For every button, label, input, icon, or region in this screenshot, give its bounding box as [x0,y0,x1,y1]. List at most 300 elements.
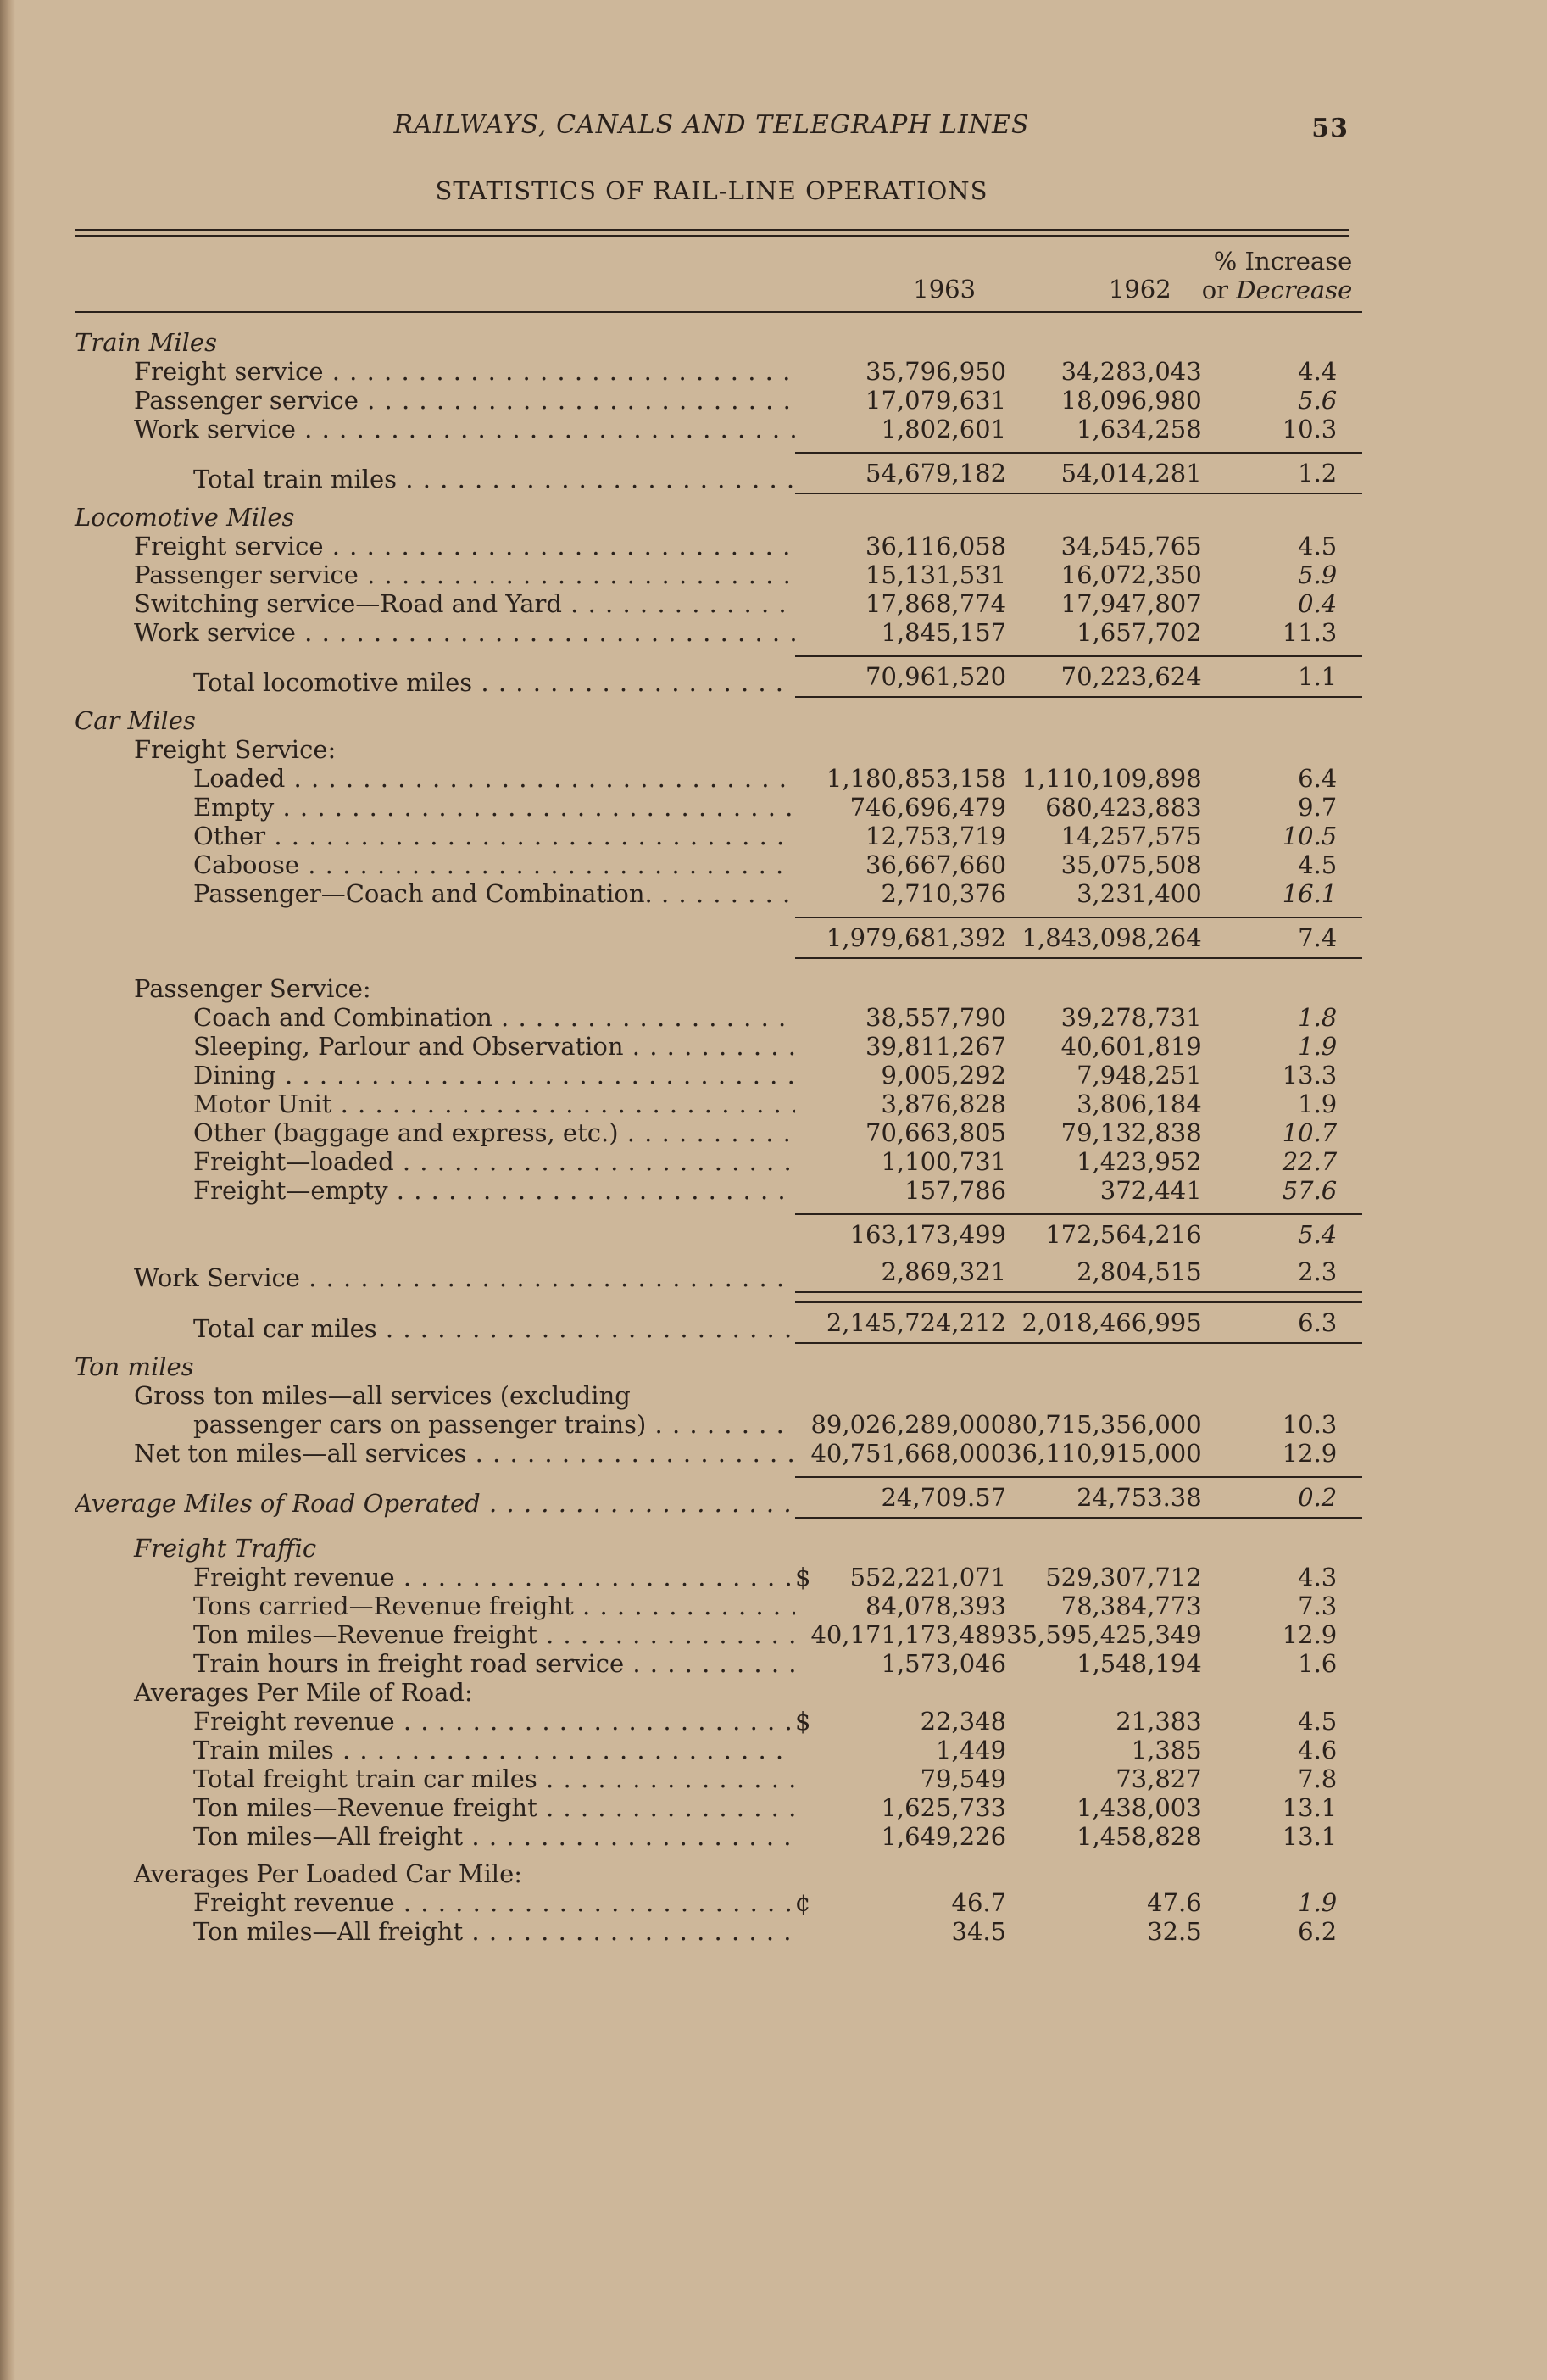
value-1962: 47.6 [1147,1888,1202,1917]
value-1963: 70,663,805 [865,1118,1007,1147]
row-label-value: Freight—loaded [193,1147,394,1176]
value-1963: 35,796,950 [865,357,1007,386]
value-1962: 3,806,184 [1077,1090,1202,1118]
value-1962: 680,423,883 [1045,793,1202,822]
value-1963: 552,221,071 [849,1563,1007,1591]
section-heading: Passenger Service: [134,974,371,1003]
table-row [75,1439,1362,1468]
row-label-text [193,1032,795,1061]
value-1963: 22,348 [920,1707,1007,1736]
spacer-row [75,1851,1362,1859]
currency-blank [795,1410,810,1439]
row-label [75,850,795,879]
value-1962: 3,231,400 [1077,879,1202,908]
average-road-label-value: Average Miles of Road Operated [75,1489,481,1518]
total-label [75,917,795,958]
row-label-value: Work Service [134,1263,300,1292]
total-percent: 7.4 [1202,917,1363,958]
value-1963: 15,131,531 [865,560,1007,589]
row-label-text [193,1410,795,1439]
row-label-text [193,1917,795,1946]
value-1962: 21,383 [1116,1707,1202,1736]
percent-header-or: or [1201,276,1237,304]
total-1962: 70,223,624 [1006,656,1202,697]
row-label [75,560,795,589]
table-row [75,532,1362,560]
currency-symbol [795,793,810,822]
row-label-text [193,850,795,879]
value-1963: 1,573,046 [881,1649,1007,1678]
spacer-cell [75,443,1362,453]
row-label [75,1003,795,1032]
table-row [75,1888,1362,1917]
row-label-value: Passenger service [134,386,359,415]
total-percent: 1.1 [1202,656,1363,697]
value-1962: 80,715,356,000 [1006,1410,1202,1439]
total-row [75,656,1362,697]
currency-symbol: $ [795,1707,811,1736]
row-label-value: Loaded [193,764,286,793]
row-label-text [134,589,795,618]
spacer-cell [75,697,1362,706]
spacer-cell [75,1292,1362,1302]
value-1962: 40,601,819 [1060,1032,1202,1061]
value-1963: 9,005,292 [881,1061,1007,1090]
value-1963: 39,811,267 [865,1032,1007,1061]
section-heading: Ton miles [75,1352,194,1381]
total-row [75,1477,1362,1518]
currency-symbol [795,415,810,443]
percent-change: 1.6 [1298,1649,1338,1678]
value-1962: 1,110,109,898 [1021,764,1202,793]
row-label-value: Empty [193,793,275,822]
row-label-text [193,822,795,850]
row-label-value: Freight service [134,532,324,560]
value-1963: 17,868,774 [865,589,1007,618]
table-row [75,1591,1362,1620]
currency-symbol [795,1620,810,1649]
row-label-value: Other (baggage and express, etc.) [193,1118,619,1147]
total-label [75,1214,795,1249]
percent-change: 4.5 [1298,532,1338,560]
percent-change: 13.3 [1282,1061,1338,1090]
row-label-text [193,1764,795,1793]
column-header-1963: 1963 [810,237,1006,312]
currency-symbol [795,1003,810,1032]
row-label-value: Tons carried—Revenue freight [193,1591,574,1620]
percent-change: 57.6 [1282,1176,1338,1205]
percent-change: 10.3 [1282,1410,1338,1439]
total-row [75,917,1362,958]
row-label-text [193,1176,795,1205]
section-heading-row [75,1352,1362,1381]
value-1963: 84,078,393 [865,1591,1007,1620]
table-row [75,850,1362,879]
percent-change: 5.9 [1298,560,1338,589]
row-label-value: Ton miles—All freight [193,1917,464,1946]
total-1963: 24,709.57 [810,1477,1006,1518]
percent-change: 0.4 [1298,589,1338,618]
currency-symbol [795,1591,810,1620]
table-row [75,1090,1362,1118]
total-1963: 2,145,724,212 [810,1302,1006,1343]
spacer-row [75,493,1362,503]
row-label-value: Freight—empty [193,1176,388,1205]
row-label-text [193,1118,795,1147]
row-label-value: Sleeping, Parlour and Observation [193,1032,624,1061]
spacer-cell [75,493,1362,503]
section-heading: Train Miles [75,328,217,357]
currency-symbol [795,1032,810,1061]
value-1962: 34,283,043 [1060,357,1202,386]
value-1963: 46.7 [951,1888,1007,1917]
row-label [75,822,795,850]
row-label-text [193,1563,795,1591]
row-label-value: Passenger service [134,560,359,589]
spacer-cell [75,1468,1362,1477]
value-1962: 1,657,702 [1077,618,1202,647]
spacer-cell [75,1249,1362,1257]
table-body [75,312,1362,1946]
percent-change: 4.5 [1298,1707,1338,1736]
spacer-cell [75,647,1362,656]
percent-change: 1.9 [1298,1888,1338,1917]
total-percent: 0.2 [1202,1477,1363,1518]
currency-symbol [795,850,810,879]
row-label-text [193,1591,795,1620]
total-1962: 54,014,281 [1006,453,1202,493]
total-1962: 24,753.38 [1006,1477,1202,1518]
page-number: 53 [1311,114,1349,143]
row-label-text [193,1707,795,1736]
percent-change: 11.3 [1282,618,1338,647]
currency-symbol [795,1822,810,1851]
table-row [75,357,1362,386]
currency-symbol: ¢ [795,1888,811,1917]
row-label [75,1061,795,1090]
total-row [75,453,1362,493]
currency-blank [795,453,810,493]
table-row [75,1822,1362,1851]
value-1962: 1,385 [1131,1736,1202,1764]
running-title: RAILWAYS, CANALS AND TELEGRAPH LINES [393,110,1030,140]
value-1963: 3,876,828 [881,1090,1007,1118]
spacer-cell [75,1343,1362,1352]
currency-symbol [795,822,810,850]
total-1962: 172,564,216 [1006,1214,1202,1249]
percent-change: 4.5 [1298,850,1338,879]
percent-change: 1.9 [1298,1090,1338,1118]
spacer-row [75,1205,1362,1214]
row-label-value: Net ton miles—all services [134,1439,467,1468]
row-label [75,1090,795,1118]
statistics-table [75,237,1362,1946]
currency-blank [795,656,810,697]
value-1962: 372,441 [1099,1176,1202,1205]
total-row [75,1302,1362,1343]
row-label-value: Dining [193,1061,276,1090]
section-heading: Car Miles [75,706,196,735]
row-label-text [193,1003,795,1032]
value-1962: 16,072,350 [1060,560,1202,589]
currency-blank [795,1214,810,1249]
table-row [75,560,1362,589]
currency-symbol [795,1649,810,1678]
currency-symbol [795,1439,810,1468]
row-label [75,1649,795,1678]
percent-change: 7.8 [1298,1764,1338,1793]
value-1963: 1,845,157 [881,618,1007,647]
row-label [75,1147,795,1176]
spacer-row [75,312,1362,328]
row-label-text [193,1888,795,1917]
row-label-text [193,764,795,793]
column-header-percent [1202,237,1363,312]
total-1963: 1,979,681,392 [810,917,1006,958]
spacer-cell [75,908,1362,917]
total-label-value: Total car miles [193,1314,377,1343]
row-label-text [134,1263,795,1292]
percent-header-line2 [1202,276,1353,304]
table-row [75,793,1362,822]
table-row [75,1620,1362,1649]
row-label-text [193,1793,795,1822]
row-label [75,1764,795,1793]
row-label [75,1793,795,1822]
row-label-text [193,1649,795,1678]
value-1962: 1,438,003 [1077,1793,1202,1822]
row-label [75,764,795,793]
row-label [75,589,795,618]
row-label [75,357,795,386]
spacer-cell [75,1205,1362,1214]
table-row [75,1563,1362,1591]
spacer-row [75,1468,1362,1477]
row-label-value: Coach and Combination [193,1003,492,1032]
total-label [75,1302,795,1343]
table-row [75,1003,1362,1032]
value-1962: 79,132,838 [1060,1118,1202,1147]
value-1963: 36,667,660 [865,850,1007,879]
row-label [75,1176,795,1205]
value-1962: 14,257,575 [1060,822,1202,850]
table-row [75,1764,1362,1793]
currency-blank [795,1302,810,1343]
percent-change: 16.1 [1282,879,1338,908]
percent-change: 12.9 [1282,1620,1338,1649]
total-row [75,1214,1362,1249]
value-1963: 38,557,790 [865,1003,1007,1032]
total-label [75,453,795,493]
value-1963: 40,751,668,000 [810,1439,1007,1468]
total-percent: 1.2 [1202,453,1363,493]
value-1963: 1,449 [936,1736,1007,1764]
table-row [75,589,1362,618]
percent-change: 1.9 [1298,1032,1338,1061]
percent-change: 6.2 [1298,1917,1338,1946]
table-row [75,1917,1362,1946]
table-row [75,1793,1362,1822]
table-row [75,879,1362,908]
table-row [75,1061,1362,1090]
section-heading-row [75,974,1362,1003]
value-1963: 1,625,733 [881,1793,1007,1822]
row-label-value: Train miles [193,1736,334,1764]
section-heading: Freight Traffic [134,1534,317,1563]
section-heading-row [75,1678,1362,1707]
value-1963: 40,171,173,489 [810,1620,1007,1649]
row-label [75,1032,795,1061]
value-1963: 12,753,719 [865,822,1007,850]
total-percent: 6.3 [1202,1302,1363,1343]
value-1963: 79,549 [920,1764,1007,1793]
row-label [75,1118,795,1147]
row-label-text [193,1736,795,1764]
row-label [75,879,795,908]
row-label [75,1917,795,1946]
row-label-value: Freight revenue [193,1707,395,1736]
value-1962: 73,827 [1116,1764,1202,1793]
percent-header-line1: % Increase [1213,247,1353,276]
percent-change: 2.3 [1202,1257,1363,1292]
percent-change: 13.1 [1282,1822,1338,1851]
row-label-value: Work service [134,415,296,443]
row-label-text [134,357,795,386]
table-row [75,1410,1362,1439]
percent-change: 5.6 [1298,386,1338,415]
spacer-row [75,908,1362,917]
value-1963: 34.5 [951,1917,1007,1946]
percent-change: 4.6 [1298,1736,1338,1764]
currency-symbol [795,589,810,618]
section-heading: Gross ton miles—all services (excluding [134,1381,631,1410]
table-title: STATISTICS OF RAIL-LINE OPERATIONS [435,176,988,205]
value-1962: 39,278,731 [1060,1003,1202,1032]
section-heading: Averages Per Mile of Road: [134,1678,473,1707]
row-label-text [134,415,795,443]
value-1962: 1,458,828 [1077,1822,1202,1851]
page-binding-shadow [0,0,15,2380]
spacer-row [75,443,1362,453]
percent-change: 9.7 [1298,793,1338,822]
row-label [75,1822,795,1851]
total-label-text [193,1314,795,1343]
percent-change: 12.9 [1282,1439,1338,1468]
currency-symbol [795,879,810,908]
column-header-row [75,237,1362,312]
spacer-cell [75,312,1362,328]
section-heading-row [75,1534,1362,1563]
row-label-text [193,879,795,908]
percent-change: 7.3 [1298,1591,1338,1620]
row-label-value: Ton miles—Revenue freight [193,1793,537,1822]
value-1962: 32.5 [1147,1917,1202,1946]
value-1962: 1,423,952 [1077,1147,1202,1176]
value-1962: 529,307,712 [1045,1563,1202,1591]
row-label-text [134,560,795,589]
row-label-value: Motor Unit [193,1090,332,1118]
spacer-cell [75,1518,1362,1534]
spacer-row [75,647,1362,656]
currency-symbol [795,1061,810,1090]
currency-symbol [795,1176,810,1205]
currency-symbol [795,1736,810,1764]
header-blank [75,237,795,312]
table-row [75,1736,1362,1764]
row-label-value: Work service [134,618,296,647]
spacer-row [75,1518,1362,1534]
value-1962: 78,384,773 [1060,1591,1202,1620]
row-label-text [193,1061,795,1090]
value-1962: 1,548,194 [1077,1649,1202,1678]
percent-change: 22.7 [1282,1147,1338,1176]
row-label [75,793,795,822]
spacer-cell [75,1851,1362,1859]
row-label [75,1439,795,1468]
value-1963: 17,079,631 [865,386,1007,415]
value-1962: 36,110,915,000 [1006,1439,1202,1468]
value-1962: 7,948,251 [1077,1061,1202,1090]
document-page [75,102,1353,1946]
row-label [75,1410,795,1439]
row-label-value: Freight service [134,357,324,386]
row-label-value: Freight revenue [193,1888,395,1917]
section-heading-row [75,1859,1362,1888]
row-label [75,386,795,415]
value-1963: 36,116,058 [865,532,1007,560]
spacer-row [75,697,1362,706]
spacer-row [75,1292,1362,1302]
row-label-value: Freight revenue [193,1563,395,1591]
table-row [75,764,1362,793]
average-road-label-text [75,1489,795,1518]
row-label [75,1257,795,1292]
percent-change: 10.3 [1282,415,1338,443]
row-label [75,532,795,560]
currency-symbol [795,1917,810,1946]
percent-header-decrease: Decrease [1236,276,1353,304]
row-label [75,1563,795,1591]
percent-change: 10.5 [1282,822,1338,850]
row-label-value: Ton miles—Revenue freight [193,1620,537,1649]
currency-symbol [795,532,810,560]
currency-symbol [795,1118,810,1147]
section-heading: Averages Per Loaded Car Mile: [134,1859,522,1888]
table-row [75,618,1362,647]
row-label-value: Caboose [193,850,300,879]
value-1962: 35,075,508 [1060,850,1202,879]
table-row [75,1707,1362,1736]
value-1963: 157,786 [904,1176,1007,1205]
percent-change: 10.7 [1282,1118,1338,1147]
row-label [75,1591,795,1620]
row-label [75,1707,795,1736]
currency-symbol [795,560,810,589]
currency-symbol [795,357,810,386]
section-heading-row [75,328,1362,357]
section-heading-row [75,735,1362,764]
table-row [75,1032,1362,1061]
row-label [75,1736,795,1764]
row-label-value: passenger cars on passenger trains) [193,1410,647,1439]
average-road-label [75,1477,795,1518]
value-1963: 1,100,731 [881,1147,1007,1176]
value-1963: 2,869,321 [810,1257,1006,1292]
total-label-value: Total train miles [193,465,398,493]
currency-blank [795,917,810,958]
currency-symbol [795,618,810,647]
row-label-text [193,1147,795,1176]
